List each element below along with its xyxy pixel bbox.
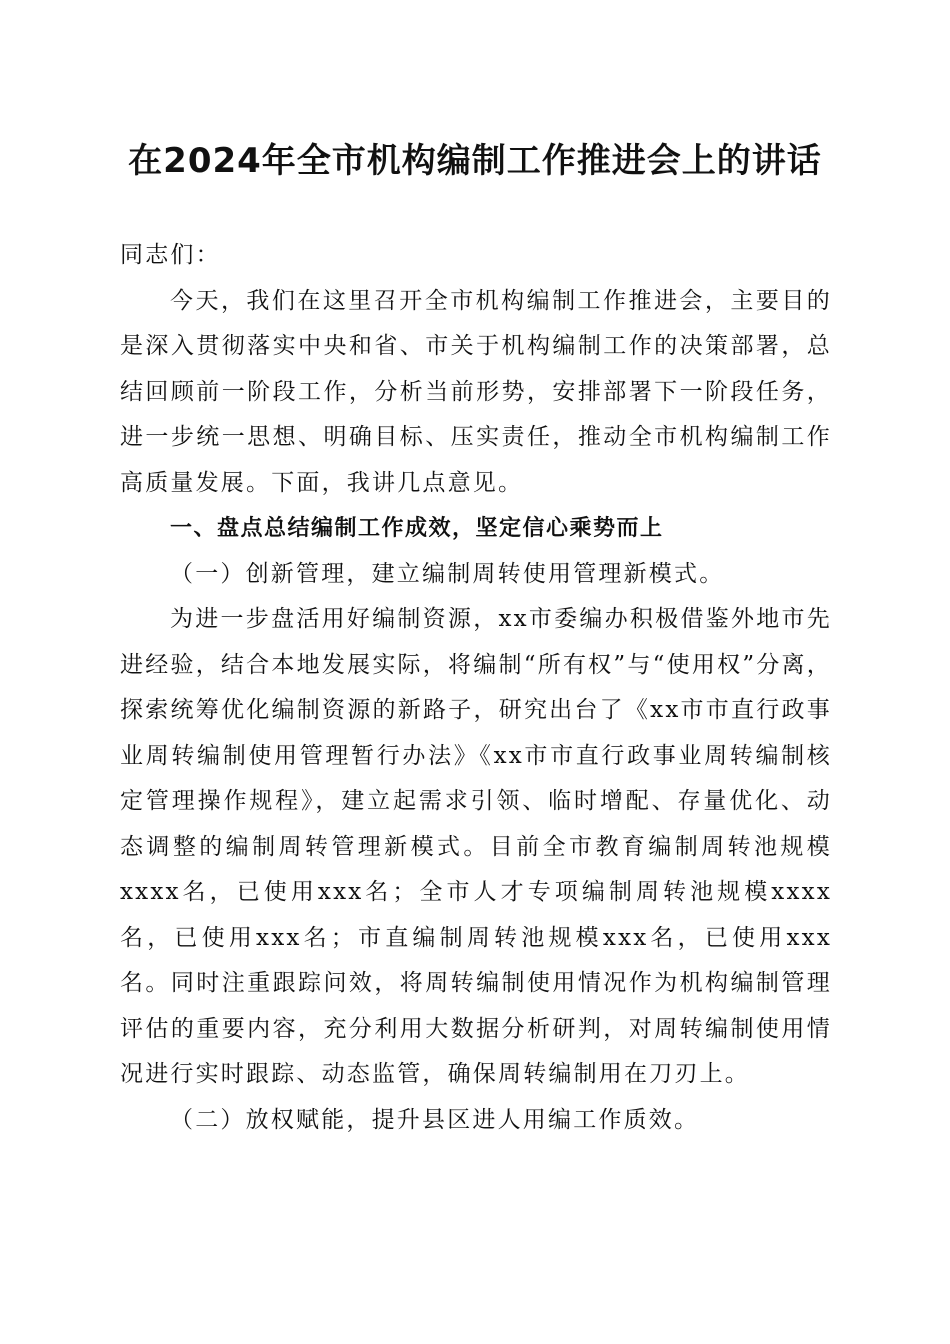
document-title: 在2024年全市机构编制工作推进会上的讲话 <box>128 141 822 181</box>
intro-paragraph: 今天，我们在这里召开全市机构编制工作推进会，主要目的是深入贯彻落实中央和省、市关于机构编制工作的决策部署，总结回顾前一阶段工作，分析当前形势，安排部署下一阶段任务，进一步统一思想、明确目标、压实责任，推动全市机构编制工作高质量发展。下面，我讲几点意见。 <box>120 287 832 496</box>
document-body <box>120 233 832 1143</box>
section-heading-1: 一、盘点总结编制工作成效，坚定信心乘势而上 <box>170 516 664 541</box>
subsection-body-1: 为进一步盘活用好编制资源，xx市委编办积极借鉴外地市先进经验，结合本地发展实际，将编制“所有权”与“使用权”分离，探索统筹优化编制资源的新路子，研究出台了《xx市市直行政事业周转编制使用管理暂行办法》《xx市市直行政事业周转编制核定管理操作规程》，建立起需求引领、临时增配、存量优化、动态调整的编制周转管理新模式。目前全市教育编制周转池规模xxxx名，已使用xxx名；全市人才专项编制周转池规模xxxx名，已使用xxx名；市直编制周转池规模xxx名，已使用xxx名。同时注重跟踪问效，将周转编制使用情况作为机构编制管理评估的重要内容，充分利用大数据分析研判，对周转编制使用情况进行实时跟踪、动态监管，确保周转编制用在刀刃上。 <box>120 606 832 1087</box>
salutation: 同志们： <box>120 242 221 268</box>
subsection-heading-2: （二）放权赋能，提升县区进人用编工作质效。 <box>170 1106 700 1133</box>
subsection-heading-1: （一）创新管理，建立编制周转使用管理新模式。 <box>170 560 725 587</box>
